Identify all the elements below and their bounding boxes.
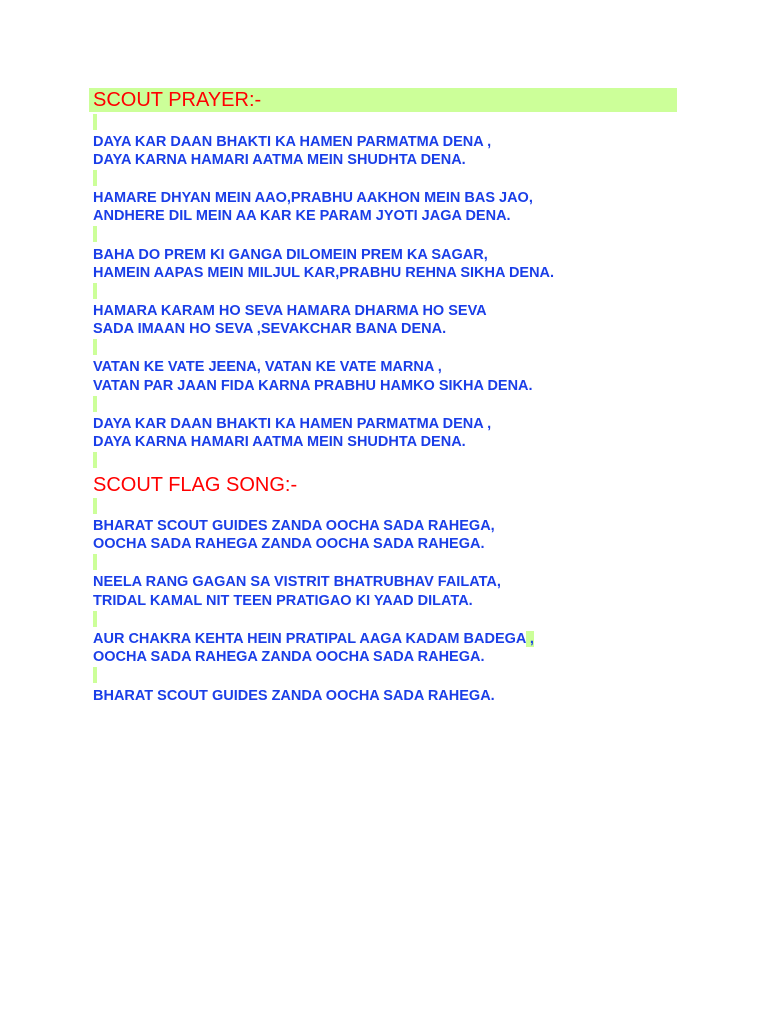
flag-song-line (93, 630, 534, 648)
paragraph-marker (93, 396, 97, 412)
prayer-line: HAMARE DHYAN MEIN AAO,PRABHU AAKHON MEIN BAS JAO, (93, 190, 533, 206)
prayer-line: VATAN PAR JAAN FIDA KARNA PRABHU HAMKO SIKHA DENA. (93, 378, 533, 394)
flag-song-line: TRIDAL KAMAL NIT TEEN PRATIGAO KI YAAD DILATA. (93, 593, 473, 609)
paragraph-marker (93, 283, 97, 299)
paragraph-marker (93, 554, 97, 570)
flag-song-line: OOCHA SADA RAHEGA ZANDA OOCHA SADA RAHEGA. (93, 536, 485, 552)
flag-song-line: OOCHA SADA RAHEGA ZANDA OOCHA SADA RAHEGA. (93, 649, 485, 665)
flag-song-line: BHARAT SCOUT GUIDES ZANDA OOCHA SADA RAHEGA. (93, 688, 495, 704)
prayer-line: HAMEIN AAPAS MEIN MILJUL KAR,PRABHU REHNA SIKHA DENA. (93, 265, 555, 281)
paragraph-marker (93, 170, 97, 186)
paragraph-marker (93, 667, 97, 683)
flag-song-line: NEELA RANG GAGAN SA VISTRIT BHATRUBHAV FAILATA, (93, 574, 501, 590)
prayer-line: ANDHERE DIL MEIN AA KAR KE PARAM JYOTI JAGA DENA. (93, 208, 511, 224)
paragraph-marker (93, 114, 97, 130)
highlighted-comma: , (525, 631, 534, 647)
flag-song-line: BHARAT SCOUT GUIDES ZANDA OOCHA SADA RAHEGA, (93, 518, 495, 534)
prayer-line: VATAN KE VATE JEENA, VATAN KE VATE MARNA , (93, 359, 442, 375)
prayer-title: SCOUT PRAYER:- (89, 88, 677, 112)
paragraph-marker (93, 226, 97, 242)
paragraph-marker (93, 611, 97, 627)
paragraph-marker (93, 498, 97, 514)
prayer-line: DAYA KARNA HAMARI AATMA MEIN SHUDHTA DENA. (93, 434, 466, 450)
prayer-line: HAMARA KARAM HO SEVA HAMARA DHARMA HO SEVA (93, 303, 487, 319)
prayer-line: BAHA DO PREM KI GANGA DILOMEIN PREM KA SAGAR, (93, 247, 488, 263)
prayer-line: DAYA KAR DAAN BHAKTI KA HAMEN PARMATMA DENA , (93, 416, 492, 432)
paragraph-marker (93, 452, 97, 468)
prayer-line: DAYA KAR DAAN BHAKTI KA HAMEN PARMATMA DENA , (93, 134, 492, 150)
prayer-line: SADA IMAAN HO SEVA ,SEVAKCHAR BANA DENA. (93, 321, 447, 337)
paragraph-marker (93, 339, 97, 355)
flag-song-title: SCOUT FLAG SONG:- (93, 474, 298, 496)
prayer-line: DAYA KARNA HAMARI AATMA MEIN SHUDHTA DENA. (93, 152, 466, 168)
flag-song-line-text: AUR CHAKRA KEHTA HEIN PRATIPAL AAGA KADAM BADEGA (93, 631, 526, 647)
